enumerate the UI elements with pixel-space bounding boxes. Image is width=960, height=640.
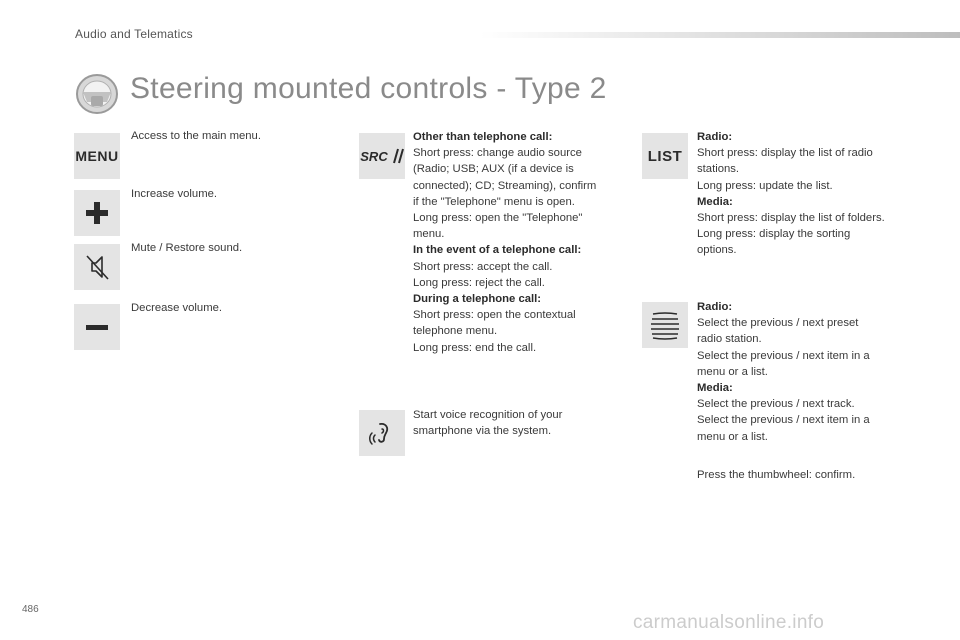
list-description <box>697 129 927 259</box>
src-slash-icon <box>390 148 404 164</box>
thumbwheel-line: Select the previous / next preset <box>697 317 859 330</box>
src-button-illustration <box>359 133 405 179</box>
voice-recognition-icon <box>367 418 397 448</box>
thumbwheel-line: radio station. <box>697 333 762 346</box>
list-heading-radio: Radio: <box>697 131 733 143</box>
menu-button-illustration <box>74 133 120 179</box>
thumbwheel-description <box>697 299 927 445</box>
voice-line: Start voice recognition of your <box>413 409 563 421</box>
thumbwheel-line: Select the previous / next item in a <box>697 414 870 427</box>
plus-icon <box>84 200 110 226</box>
list-icon-label: LIST <box>647 147 683 165</box>
menu-description: Access to the main menu. <box>131 130 261 142</box>
page-title: Steering mounted controls - Type 2 <box>130 72 607 105</box>
thumbwheel-confirm-text: Press the thumbwheel: confirm. <box>697 469 856 481</box>
voice-button-illustration <box>359 410 405 456</box>
volume-up-button-illustration <box>74 190 120 236</box>
src-heading-event: In the event of a telephone call: <box>413 244 582 257</box>
mute-description: Mute / Restore sound. <box>131 242 243 254</box>
list-heading-media: Media: <box>697 195 733 208</box>
src-line: Long press: end the call. <box>413 341 537 354</box>
list-line: Long press: update the list. <box>697 179 833 192</box>
thumbwheel-heading-radio: Radio: <box>697 301 733 313</box>
src-line: Short press: accept the call. <box>413 260 553 273</box>
header-rule <box>480 32 960 38</box>
list-line: Short press: display the list of radio <box>697 147 873 160</box>
menu-icon-label: MENU <box>75 148 119 164</box>
section-header: Audio and Telematics <box>75 27 193 41</box>
src-line: Short press: open the contextual <box>413 309 576 322</box>
src-line: menu. <box>413 228 445 241</box>
voice-description <box>413 407 628 439</box>
list-line: Short press: display the list of folders. <box>697 212 885 225</box>
thumbwheel-line: Select the previous / next item in a <box>697 349 870 362</box>
thumbwheel-line: menu or a list. <box>697 365 768 378</box>
src-line: Long press: reject the call. <box>413 276 545 289</box>
minus-icon <box>84 314 110 340</box>
mute-icon <box>82 252 112 282</box>
src-line: (Radio; USB; AUX (if a device is <box>413 163 574 176</box>
src-heading-other: Other than telephone call: <box>413 131 553 143</box>
list-line: stations. <box>697 163 740 176</box>
voice-line: smartphone via the system. <box>413 425 552 438</box>
list-line: Long press: display the sorting <box>697 228 851 241</box>
volume-down-button-illustration <box>74 304 120 350</box>
src-line: connected); CD; Streaming), confirm <box>413 179 597 192</box>
thumbwheel-icon <box>648 310 682 340</box>
thumbwheel-line: menu or a list. <box>697 430 768 443</box>
page-number: 486 <box>22 604 39 615</box>
volume-up-description: Increase volume. <box>131 188 218 200</box>
src-line: Short press: change audio source <box>413 147 582 160</box>
list-line: options. <box>697 244 737 257</box>
thumbwheel-illustration <box>642 302 688 348</box>
volume-down-description: Decrease volume. <box>131 302 223 314</box>
list-button-illustration <box>642 133 688 179</box>
steering-wheel-icon <box>74 72 120 116</box>
mute-button-illustration <box>74 244 120 290</box>
src-line: if the "Telephone" menu is open. <box>413 195 575 208</box>
watermark: carmanualsonline.info <box>633 612 825 633</box>
src-line: Long press: open the "Telephone" <box>413 212 583 225</box>
src-line: telephone menu. <box>413 325 498 338</box>
src-heading-during: During a telephone call: <box>413 293 542 306</box>
src-description <box>413 129 628 356</box>
thumbwheel-line: Select the previous / next track. <box>697 398 855 411</box>
src-icon-label: SRC <box>360 148 388 164</box>
thumbwheel-heading-media: Media: <box>697 382 733 395</box>
